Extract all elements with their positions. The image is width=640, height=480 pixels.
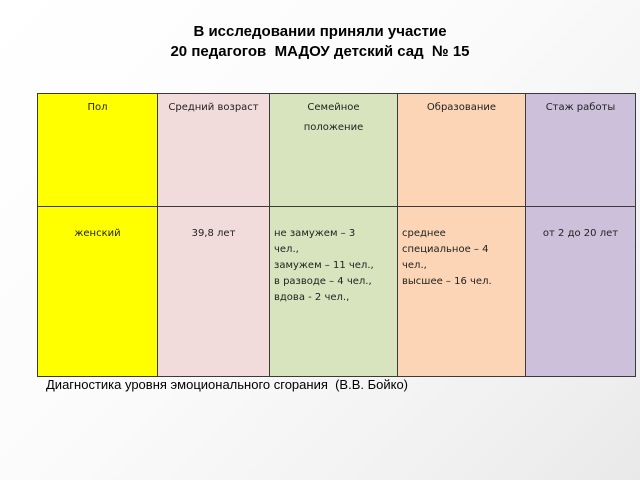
slide-title [0,22,640,62]
participants-table [37,93,636,377]
header-gender: Пол [38,94,158,207]
header-marital-status: Семейное положение [270,94,398,207]
cell-average-age: 39,8 лет [158,207,270,377]
diagnostics-caption: Диагностика уровня эмоционального сгорания (В.В. Бойко) [46,377,409,392]
title-line-2: 20 педагогов МАДОУ детский сад № 15 [170,43,470,60]
cell-work-experience: от 2 до 20 лет [526,207,636,377]
cell-education: среднее специальное – 4 чел., высшее – 16 чел. [398,207,526,377]
header-average-age: Средний возраст [158,94,270,207]
header-education: Образование [398,94,526,207]
table-header-row [38,94,636,207]
header-work-experience: Стаж работы [526,94,636,207]
table-row [38,207,636,377]
cell-marital-status: не замужем – 3 чел., замужем – 11 чел., в разводе – 4 чел., вдова - 2 чел., [270,207,398,377]
cell-gender: женский [38,207,158,377]
title-line-1: В исследовании приняли участие [193,23,447,40]
